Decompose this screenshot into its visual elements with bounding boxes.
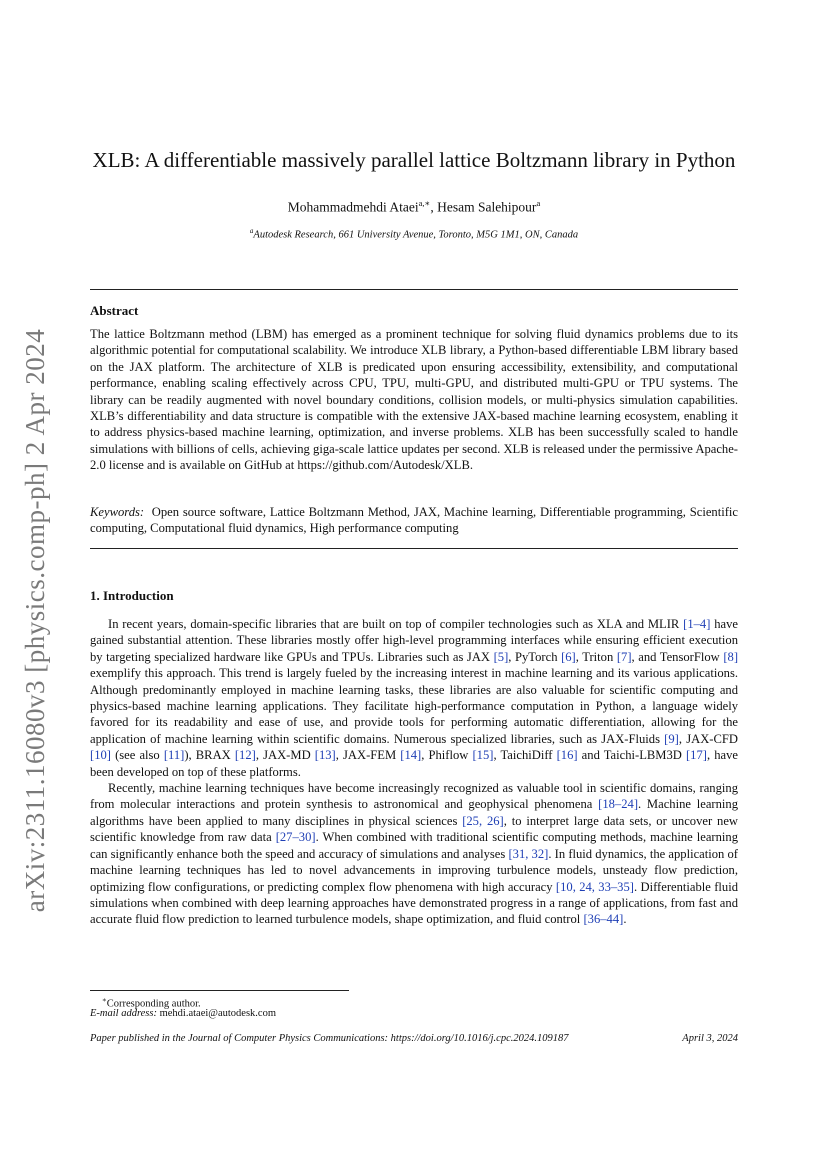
body-text: , have been developed on top of these platforms. [90, 748, 738, 779]
email-address: mehdi.ataei@autodesk.com [159, 1008, 276, 1019]
body-text: exemplify this approach. This trend is largely fueled by the increasing interest in machine learning and its various applications. Although predominantly employed in machine learning tasks, these libraries are also valuable for scientific computing and physics-based machine learning applications. They facilitate high-performance computation in Python, a language widely favored for its readability and ease of use, and provide tools for performing automatic differentiation, allowing for the application of machine learning within scientific domains. Numerous specialized libraries, such as JAX-Fluids [90, 666, 738, 746]
body-text: , JAX-CFD [678, 731, 738, 746]
citation-link[interactable]: [7] [616, 649, 632, 664]
body-text: In recent years, domain-specific libraries that are built on top of compiler technologies such as XLA and MLIR [108, 617, 684, 631]
arxiv-identifier-text: arXiv:2311.16080v3 [physics.comp-ph] 2 Apr 2024 [20, 328, 51, 912]
arxiv-identifier-stamp [14, 320, 58, 920]
citation-link[interactable]: [18–24] [598, 797, 639, 812]
body-paragraph [90, 616, 738, 780]
citation-link[interactable]: [8] [723, 649, 739, 664]
citation-link[interactable]: [27–30] [275, 830, 316, 845]
citation-link[interactable]: [14] [400, 748, 422, 763]
citation-link[interactable]: [11] [163, 748, 185, 763]
body-text: have gained substantial attention. These libraries mostly offer high-level programming interfaces while ensuring efficient execution by targeting specialized hardware like GPUs and TPUs. Libraries such as JAX [90, 617, 738, 664]
body-text: . When combined with traditional scientific computing methods, machine learning can significantly enhance both the speed and accuracy of simulations and analyses [90, 830, 739, 861]
citation-link[interactable]: [31, 32] [508, 846, 549, 861]
email-label: E-mail address: [90, 1008, 157, 1019]
citation-link[interactable]: [1–4] [683, 617, 711, 631]
body-text: , to interpret large data sets, or uncover new scientific knowledge from raw data [90, 813, 739, 845]
body-text: . In fluid dynamics, the application of machine learning techniques has led to novel advancements in improving turbulence models, unsteady flow prediction, optimizing flow configurations, or predicting complex flow phenomena with high accuracy [90, 846, 739, 894]
author-separator: , [430, 199, 438, 215]
body-paragraph [90, 780, 738, 928]
body-text: , JAX-MD [255, 748, 315, 763]
keywords-text: Open source software, Lattice Boltzmann Method, JAX, Machine learning, Differentiable programming, Scientific computing, Computational fluid dynamics, High performance computing [90, 505, 739, 536]
citation-link[interactable]: [17] [685, 748, 707, 763]
journal-reference: Paper published in the Journal of Computer Physics Communications: https://doi.org/10.1016/j.cpc.2024.109187 [90, 1033, 569, 1044]
body-text: , and TensorFlow [631, 649, 724, 664]
publication-date: April 3, 2024 [682, 1033, 738, 1044]
citation-link[interactable]: [13] [314, 748, 336, 763]
citation-link[interactable]: [16] [556, 748, 578, 763]
citation-link[interactable]: [25, 26] [462, 813, 504, 828]
body-text: (see also [110, 748, 164, 763]
body-text: , Triton [575, 649, 617, 664]
affiliation-text: Autodesk Research, 661 University Avenue, Toronto, M5G 1M1, ON, Canada [253, 229, 579, 241]
abstract-text: The lattice Boltzmann method (LBM) has emerged as a prominent technique for solving fluid dynamics problems due to its algorithmic potential for computational scalability. We introduce XLB library, a Python-based differentiable LBM library based on the JAX platform. The architecture of XLB is predicated upon ensuring accessibility, extensibility, and computational performance, enabling scaling effectively across CPU, TPU, multi-GPU, and distributed multi-GPU or TPU systems. The library can be readily augmented with novel boundary conditions, collision models, or multi-physics simulation capabilities. XLB’s differentiability and data structure is compatible with the extensive JAX-based machine learning ecosystem, enabling it to address physics-based machine learning, optimization, and inverse problems. XLB has been successfully scaled to handle simulations with billions of cells, achieving giga-scale lattice updates per second. XLB is released under the permissive Apache-2.0 license and is available on GitHub at https://github.com/Autodesk/XLB. [90, 327, 738, 473]
keywords [90, 504, 738, 537]
footnote-mark: ∗ [102, 996, 107, 1004]
citation-link[interactable]: [10, 24, 33–35] [555, 879, 634, 894]
body-text: , Phiflow [421, 748, 473, 763]
body-text: and Taichi-LBM3D [577, 748, 686, 763]
abstract-heading: Abstract [90, 303, 139, 318]
introduction-body [90, 616, 738, 928]
author-affiliation-mark: a,∗ [418, 198, 431, 208]
author-name: Mohammadmehdi Ataei [287, 199, 419, 215]
citation-link[interactable]: [5] [493, 649, 509, 664]
abstract-divider [90, 548, 738, 549]
author-affiliation-mark: a [536, 198, 541, 208]
section-heading: 1. Introduction [90, 588, 174, 603]
body-text: Recently, machine learning techniques have become increasingly recognized as valuable tool in scientific domains, ranging from molecular interactions and protein synthesis to astronomical and geophysical phenomena [90, 781, 738, 812]
citation-link[interactable]: [6] [561, 649, 576, 664]
citation-link[interactable]: [36–44] [583, 912, 624, 927]
footnote-divider [90, 990, 349, 991]
body-text: , JAX-FEM [335, 748, 401, 763]
footnote-text: Corresponding author. [106, 998, 201, 1010]
body-text: . Differentiable fluid simulations when combined with deep learning approaches have demonstrated progress in a range of applications, from fast and accurate fluid flow prediction to learned turbulence models, shape optimization, and fluid control [90, 879, 739, 927]
citation-link[interactable]: [12] [234, 748, 256, 763]
author-list [90, 198, 738, 216]
body-text: . Machine learning algorithms have been applied to many disciplines in physical sciences [90, 797, 738, 828]
affiliation [90, 227, 738, 241]
keywords-label: Keywords: [90, 505, 145, 519]
body-text: . [623, 912, 627, 927]
top-divider [90, 289, 738, 290]
body-text: , PyTorch [508, 649, 562, 664]
affiliation-mark: a [249, 227, 254, 235]
citation-link[interactable]: [15] [472, 748, 494, 763]
footnote-email [90, 1007, 738, 1020]
page-footer [90, 1033, 738, 1044]
author-name: Hesam Salehipour [437, 199, 537, 215]
body-text: ), BRAX [184, 748, 235, 763]
citation-link[interactable]: [9] [664, 731, 679, 746]
body-text: , TaichiDiff [493, 748, 557, 763]
citation-link[interactable]: [10] [90, 748, 111, 763]
paper-title: XLB: A differentiable massively parallel lattice Boltzmann library in Python [92, 148, 736, 172]
